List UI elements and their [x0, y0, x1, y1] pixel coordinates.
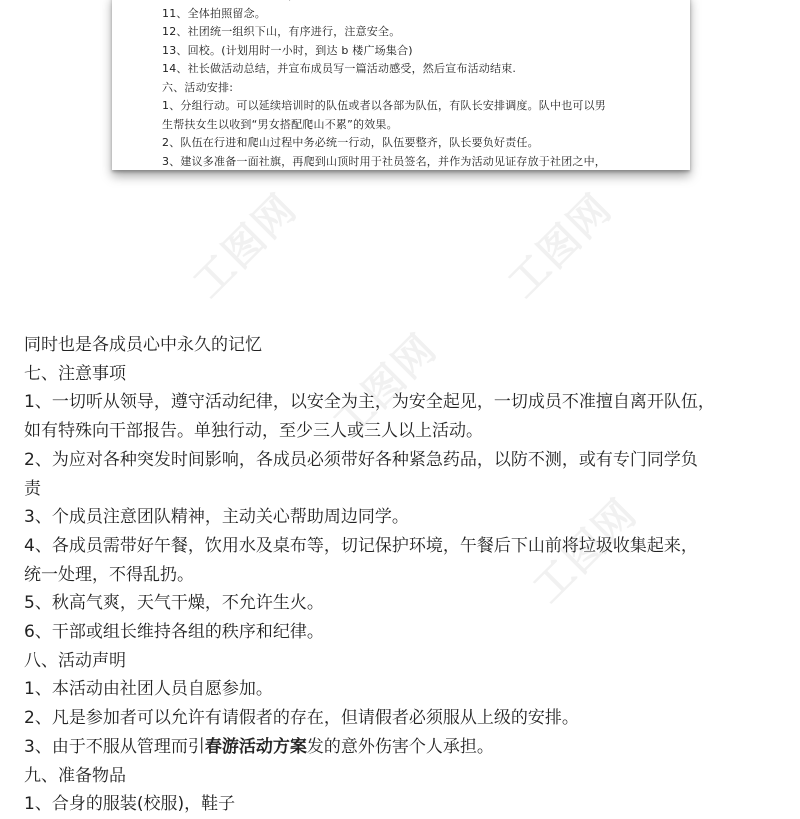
body-line: 3、个成员注意团队精神，主动关心帮助周边同学。 [24, 507, 409, 528]
doc-line: 六、活动安排: [162, 80, 234, 94]
document-preview-card [112, 0, 690, 170]
body-line: 如有特殊向干部报告。单独行动，至少三人或三人以上活动。 [24, 421, 483, 442]
bold-keyword: 春游活动方案 [204, 736, 307, 757]
body-line: 同时也是各成员心中永久的记忆 [24, 335, 262, 355]
doc-line: 生帮扶女生以收到“男女搭配爬山不累”的效果。 [162, 117, 398, 131]
doc-line: 2、队伍在行进和爬山过程中务必统一行动，队伍要整齐，队长要负好责任。 [162, 136, 539, 149]
document-preview-text [162, 0, 682, 171]
body-line: 1、合身的服装(校服)，鞋子 [24, 794, 236, 815]
section-heading: 九、准备物品 [24, 765, 126, 786]
body-line: 责 [24, 478, 41, 499]
body-line: 1、本活动由社团人员自愿参加。 [24, 679, 273, 700]
document-body [24, 331, 784, 819]
body-line: 4、各成员需带好午餐，饮用水及桌布等，切记保护环境，午餐后下山前将垃圾收集起来， [24, 535, 698, 556]
body-line: 6、干部或组长维持各组的秩序和纪律。 [24, 622, 324, 643]
section-heading: 八、活动声明 [24, 650, 126, 671]
body-line: 2、凡是参加者可以允许有请假者的存在，但请假者必须服从上级的安排。 [24, 708, 579, 729]
text-prefix: 3、由于不服从管理而引 [24, 736, 205, 757]
doc-line: 3、建议多准备一面社旗，再爬到山顶时用于社员签名，并作为活动见证存放于社团之中， [162, 154, 606, 168]
body-line-with-bold [24, 733, 784, 762]
doc-line: 12、社团统一组织下山，有序进行，注意安全。 [162, 25, 401, 38]
body-line: 5、秋高气爽，天气干燥，不允许生火。 [24, 593, 324, 614]
doc-line: 13、回校。(计划用时一小时，到达 b 楼广场集合) [162, 43, 413, 57]
doc-line: 11、全体拍照留念。 [162, 6, 266, 20]
watermark: 工图网 [524, 490, 647, 612]
body-line: 2、为应对各种突发时间影响，各成员必须带好各种紧急药品，以防不测，或有专门同学负 [24, 449, 698, 470]
watermark: 工图网 [324, 325, 447, 447]
doc-line: 1、分组行动。可以延续培训时的队伍或者以各部为队伍，有队长安排调度。队中也可以男 [162, 99, 606, 112]
section-heading: 七、注意事项 [24, 363, 126, 384]
watermark: 工图网 [184, 185, 307, 307]
body-line: 1、一切听从领导，遵守活动纪律，以安全为主，为安全起见，一切成员不准擅自离开队伍， [24, 392, 715, 413]
text-suffix: 发的意外伤害个人承担。 [306, 736, 494, 757]
watermark: 工图网 [499, 185, 622, 307]
doc-line: 14、社长做活动总结，并宣布成员写一篇活动感受，然后宣布活动结束. [162, 62, 517, 75]
body-line: 统一处理，不得乱扔。 [24, 564, 194, 585]
